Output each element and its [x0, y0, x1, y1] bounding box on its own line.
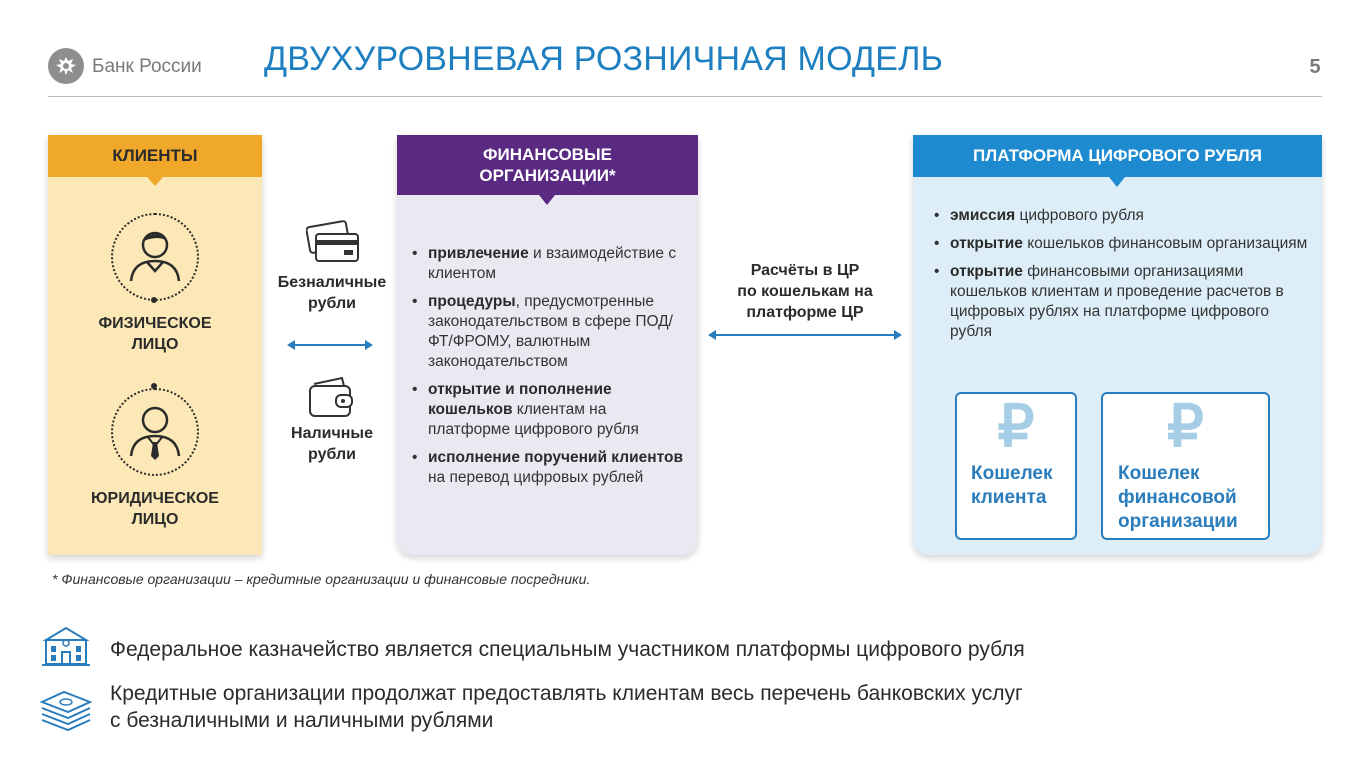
ruble-icon: ₽	[1167, 394, 1204, 459]
financial-heading-line-2: ОРГАНИЗАЦИИ*	[479, 166, 616, 185]
financial-org-wallet-label	[1103, 462, 1268, 534]
individual-label-line-2: ЛИЦО	[131, 336, 179, 353]
cash-label-line-2: рубли	[308, 446, 356, 463]
ruble-icon: ₽	[997, 394, 1035, 459]
wallet-icon	[306, 376, 356, 420]
credit-orgs-statement	[110, 680, 1023, 734]
financial-item: • привлечение и взаимодействие с клиентом	[408, 244, 692, 284]
financial-platform-arrow	[706, 327, 904, 343]
cash-rubles-label	[272, 423, 392, 465]
treasury-statement: Федеральное казначейство является специальным участником платформы цифрового рубля	[110, 638, 1025, 661]
settlements-label-line-3: платформе ЦР	[746, 304, 864, 321]
financial-item: • процедуры, предусмотренные законодательством в сфере ПОД/ФТ/ФРОМУ, валютным законодательством	[408, 292, 692, 372]
legal-entity-label	[48, 488, 262, 530]
individual-connector-dot	[151, 297, 157, 303]
client-wallet-label-line-2: клиента	[971, 487, 1047, 508]
individual-label	[48, 313, 262, 355]
settlements-label-line-1: Расчёты в ЦР	[750, 262, 860, 279]
treasury-building-icon	[40, 624, 92, 668]
financial-functions-list	[408, 244, 692, 496]
legal-entity-avatar	[111, 388, 199, 476]
financial-heading-line-1: ФИНАНСОВЫЕ	[483, 145, 612, 164]
cash-label-line-1: Наличные	[291, 425, 373, 442]
eagle-emblem-icon	[53, 53, 79, 79]
cashless-label-line-2: рубли	[308, 295, 356, 312]
cashless-rubles-label	[272, 272, 392, 314]
legal-entity-label-line-1: ЮРИДИЧЕСКОЕ	[91, 490, 219, 507]
platform-item: • открытие кошельков финансовым организациям	[930, 234, 1314, 254]
individual-label-line-1: ФИЗИЧЕСКОЕ	[98, 315, 212, 332]
footnote: * Финансовые организации – кредитные организации и финансовые посредники.	[52, 571, 591, 587]
org-wallet-label-line-1: Кошелек	[1118, 463, 1200, 484]
bank-cards-icon	[306, 220, 362, 266]
legal-entity-label-line-2: ЛИЦО	[131, 511, 179, 528]
org-wallet-label-line-3: организации	[1118, 511, 1238, 532]
financial-item: • открытие и пополнение кошельков клиентам на платформе цифрового рубля	[408, 380, 692, 440]
individual-avatar	[111, 213, 199, 301]
person-icon	[113, 215, 197, 299]
clients-heading: КЛИЕНТЫ	[48, 135, 262, 177]
banknotes-stack-icon	[40, 688, 92, 732]
credit-orgs-statement-line-2: с безналичными и наличными рублями	[110, 709, 494, 732]
platform-heading: ПЛАТФОРМА ЦИФРОВОГО РУБЛЯ	[913, 135, 1322, 177]
financial-heading-pointer	[539, 195, 555, 205]
bank-logo	[48, 48, 84, 84]
legal-entity-connector-dot	[151, 383, 157, 389]
client-wallet-label	[957, 462, 1075, 510]
settlements-label	[715, 260, 895, 323]
financial-org-wallet-card	[1101, 392, 1270, 540]
clients-heading-pointer	[147, 177, 163, 186]
cashless-label-line-1: Безналичные	[277, 274, 387, 291]
org-wallet-label-line-2: финансовой	[1118, 487, 1237, 508]
businessman-icon	[113, 390, 197, 474]
header-divider	[48, 96, 1322, 97]
client-wallet-card	[955, 392, 1077, 540]
page-title: ДВУХУРОВНЕВАЯ РОЗНИЧНАЯ МОДЕЛЬ	[264, 40, 944, 78]
financial-item: • исполнение поручений клиентов на перевод цифровых рублей	[408, 448, 692, 488]
settlements-label-line-2: по кошелькам на	[737, 283, 873, 300]
clients-financial-arrow	[285, 337, 375, 353]
platform-functions-list	[930, 206, 1314, 350]
platform-item: • эмиссия цифрового рубля	[930, 206, 1314, 226]
page-number: 5	[1309, 56, 1321, 78]
client-wallet-label-line-1: Кошелек	[971, 463, 1053, 484]
logo-text: Банк России	[92, 56, 202, 77]
platform-heading-pointer	[1109, 177, 1125, 187]
financial-organizations-heading	[397, 135, 698, 195]
platform-item: • открытие финансовыми организациями кошельков клиентам и проведение расчетов в цифровых рублях на платформе цифрового рубля	[930, 262, 1314, 342]
credit-orgs-statement-line-1: Кредитные организации продолжат предоставлять клиентам весь перечень банковских услуг	[110, 682, 1023, 705]
